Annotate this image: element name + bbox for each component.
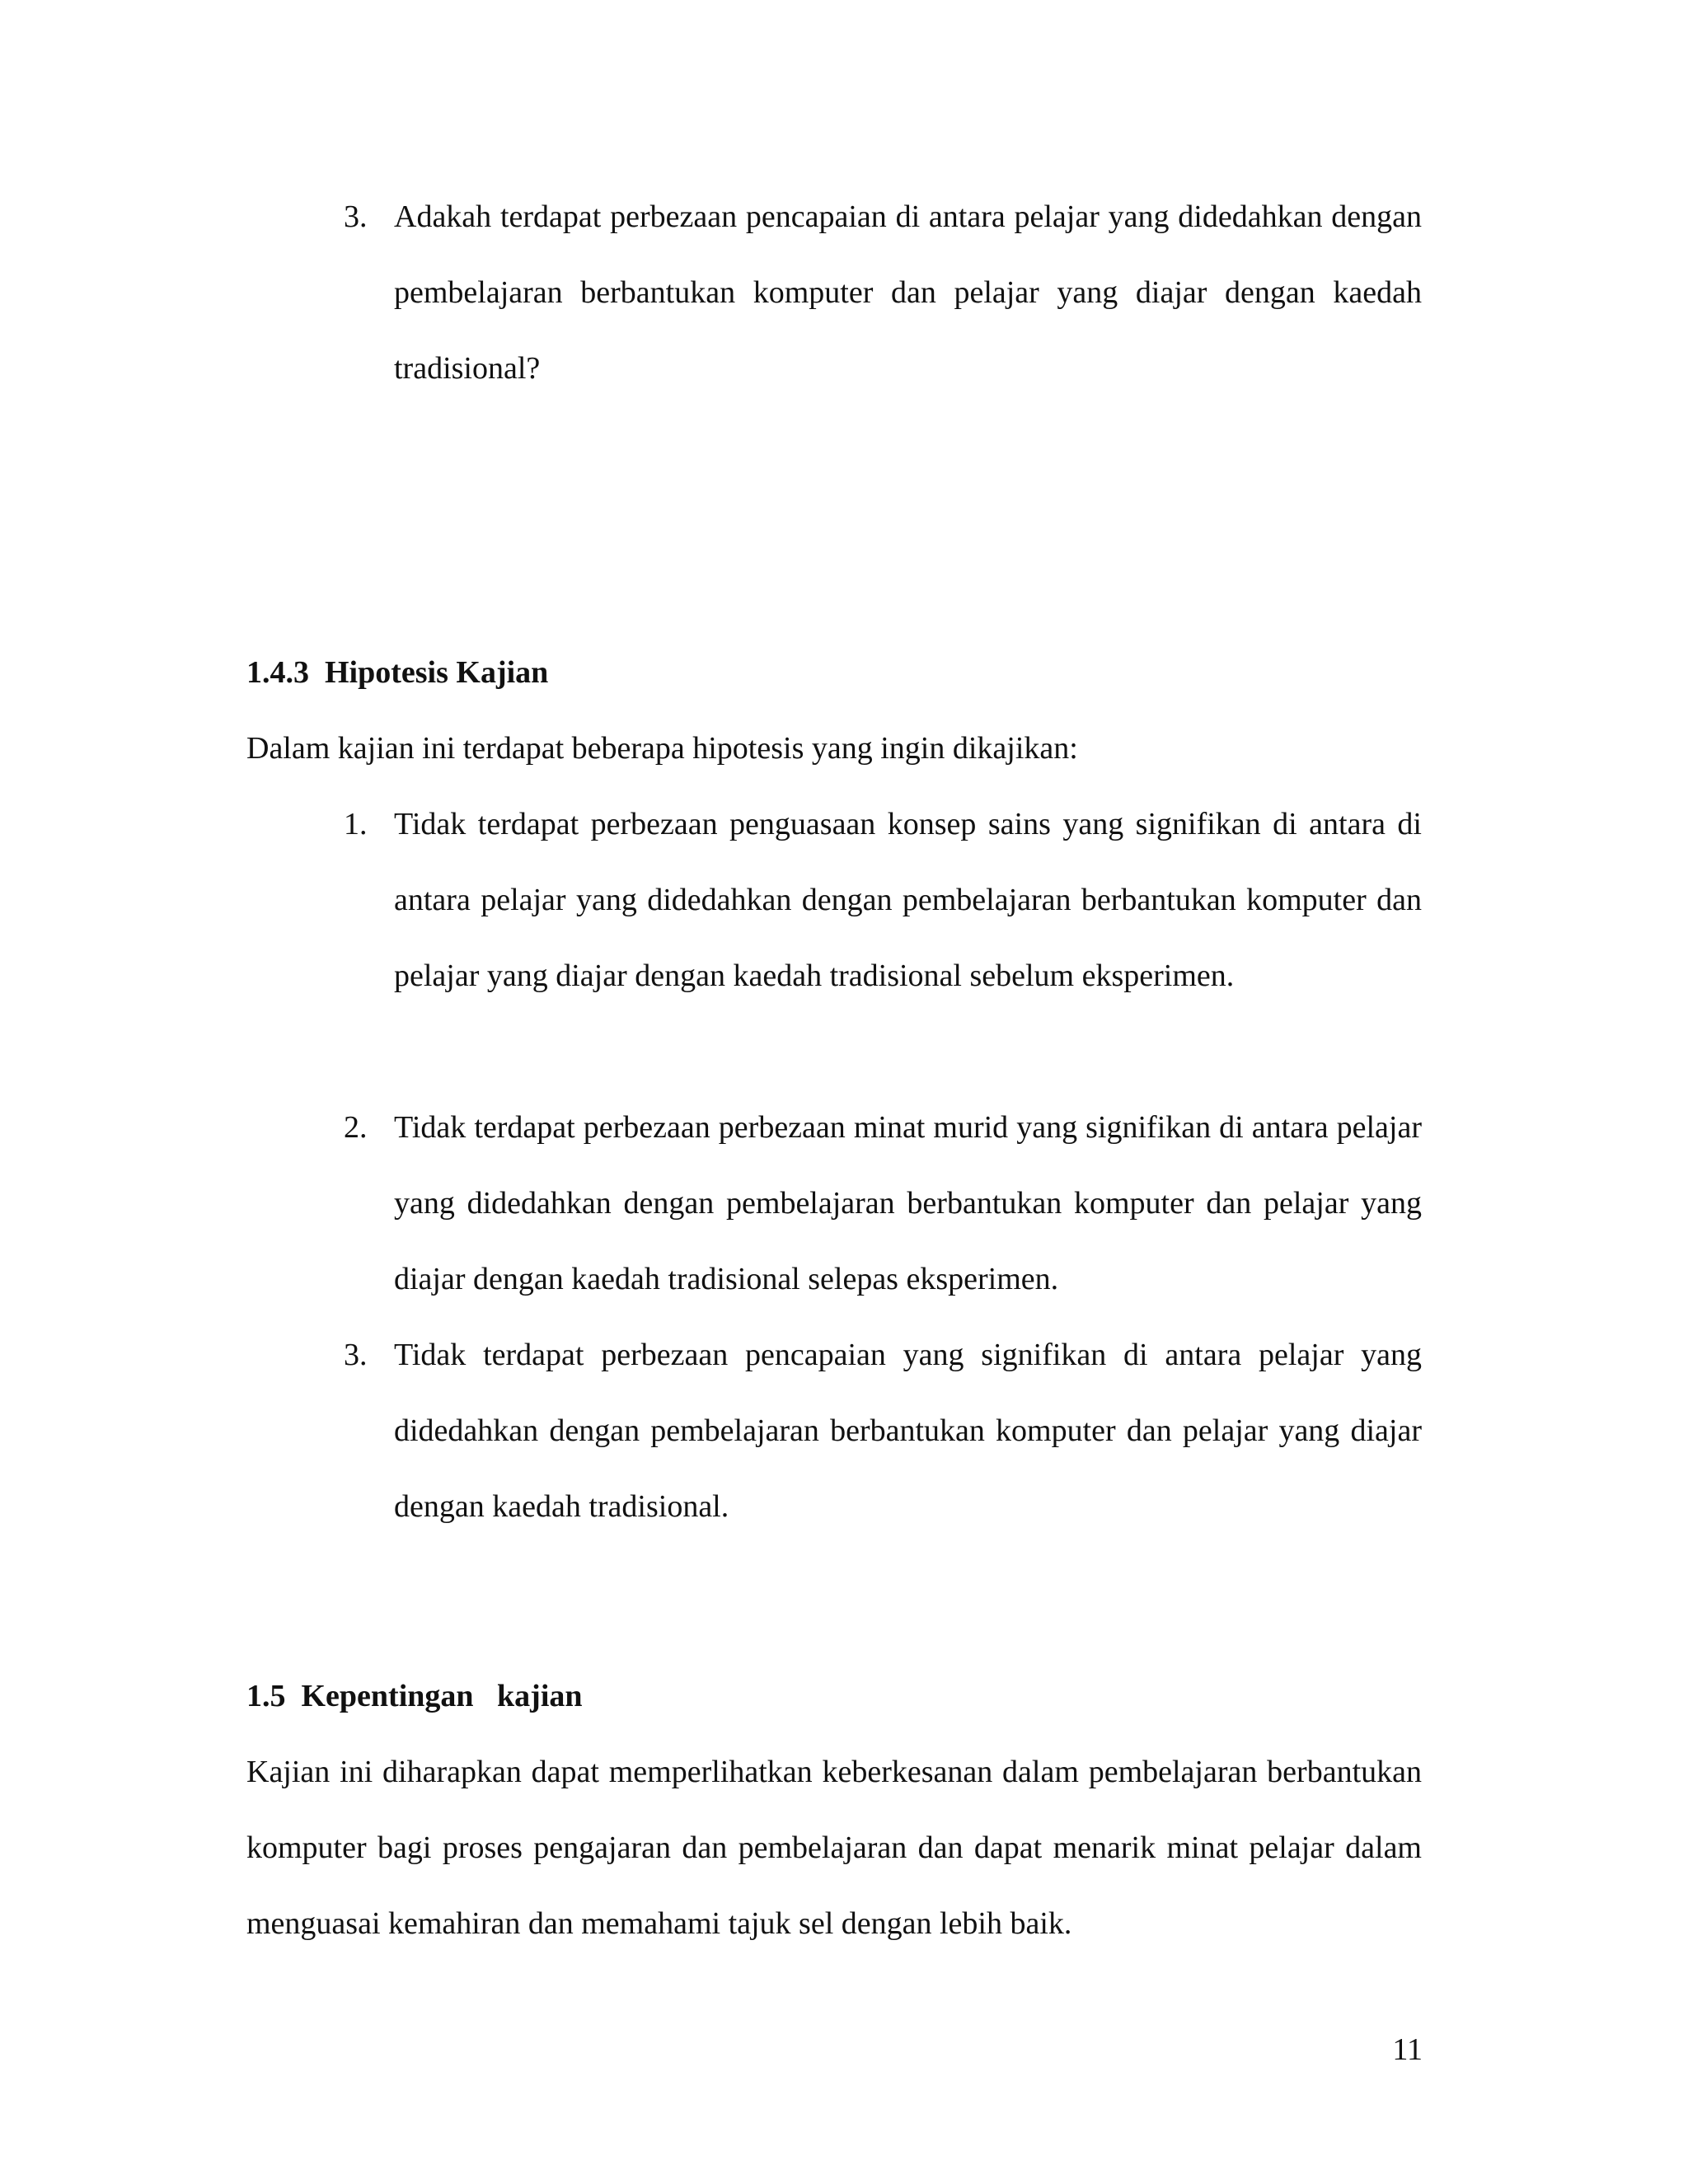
list-item-text: Tidak terdapat perbezaan penguasaan konsep sains yang signifikan di antara di antara pelajar yang didedahkan dengan pembelajaran berbantukan komputer dan pelajar yang diajar dengan kaedah tradisional sebelum eksperimen. [394, 807, 1422, 993]
section-heading-hipotesis-kajian: 1.4.3 Hipotesis Kajian [246, 655, 549, 690]
section-heading-kepentingan-kajian: 1.5 Kepentingan kajian [246, 1679, 583, 1713]
list-number: 1. [344, 807, 368, 841]
list-item-text: Tidak terdapat perbezaan perbezaan minat murid yang signifikan di antara pelajar yang didedahkan dengan pembelajaran berbantukan komputer dan pelajar yang diajar dengan kaedah tradisional selepas eksperimen. [394, 1110, 1422, 1296]
list-number: 3. [344, 1338, 368, 1372]
list-number: 2. [344, 1110, 368, 1145]
section-paragraph: Kajian ini diharapkan dapat memperlihatkan keberkesanan dalam pembelajaran berbantukan komputer bagi proses pengajaran dan pembelajaran dan dapat menarik minat pelajar dalam menguasai kemahiran dan memahami tajuk sel dengan lebih baik. [246, 1755, 1422, 1941]
list-item-text: Tidak terdapat perbezaan pencapaian yang signifikan di antara pelajar yang didedahkan dengan pembelajaran berbantukan komputer dan pelajar yang diajar dengan kaedah tradisional. [394, 1338, 1422, 1524]
section-intro-text: Dalam kajian ini terdapat beberapa hipotesis yang ingin dikajikan: [246, 731, 1078, 766]
list-item-text: Adakah terdapat perbezaan pencapaian di antara pelajar yang didedahkan dengan pembelajaran berbantukan komputer dan pelajar yang diajar dengan kaedah tradisional? [394, 199, 1422, 386]
page-number: 11 [1392, 2032, 1423, 2067]
list-number: 3. [344, 199, 368, 234]
